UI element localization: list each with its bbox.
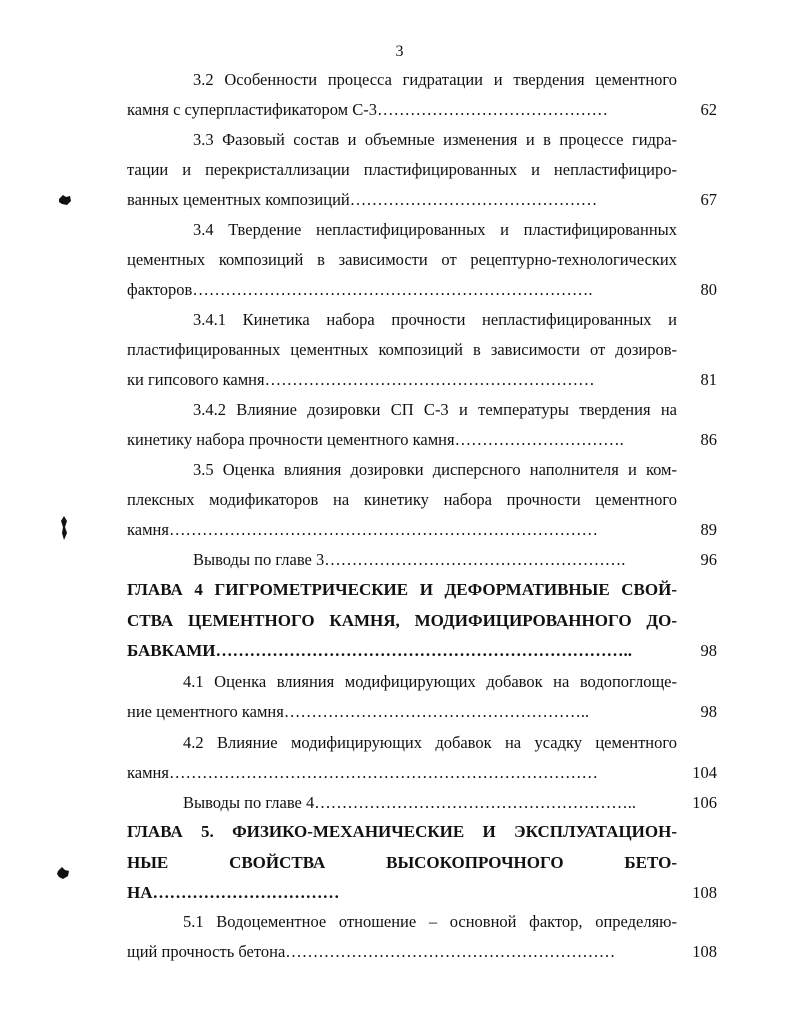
scan-blot-mark: [55, 866, 71, 880]
chapter-heading-line: БАВКАМИ………………………………………………………………..: [127, 641, 633, 660]
toc-line: 3.5 Оценка влияния дозировки дисперсного наполнителя и ком-: [193, 460, 677, 479]
scan-blot-mark: [58, 515, 70, 541]
toc-line: 5.1 Водоцементное отношение – основной фактор, определяю-: [183, 912, 677, 931]
toc-line: 4.1 Оценка влияния модифицирующих добавок на водопоглоще-: [183, 672, 677, 691]
chapter-heading-line: ГЛАВА 5. ФИЗИКО-МЕХАНИЧЕСКИЕ И ЭКСПЛУАТАЦИОН-: [127, 822, 677, 841]
toc-line: щий прочность бетона……………………………………………………: [127, 942, 616, 961]
toc-page-number: 108: [692, 942, 717, 961]
toc-line: 3.4.1 Кинетика набора прочности непластифицированных и: [193, 310, 677, 329]
toc-line: камня……………………………………………………………………: [127, 763, 598, 782]
toc-line: 4.2 Влияние модифицирующих добавок на усадку цементного: [183, 733, 677, 752]
toc-page-number: 106: [692, 793, 717, 812]
toc-page-number: 108: [692, 883, 717, 902]
toc-line: факторов……………………………………………………………….: [127, 280, 593, 299]
toc-line: 3.3 Фазовый состав и объемные изменения и в процессе гидра-: [193, 130, 677, 149]
toc-line: тации и перекристаллизации пластифицированных и непластифициро-: [127, 160, 677, 179]
page-number: 3: [395, 43, 404, 60]
toc-line: ки гипсового камня……………………………………………………: [127, 370, 595, 389]
toc-page-number: 98: [700, 702, 717, 721]
toc-line: 3.2 Особенности процесса гидратации и твердения цементного: [193, 70, 677, 89]
chapter-heading-line: НА……………………………: [127, 883, 340, 902]
toc-page-number: 67: [700, 190, 717, 209]
chapter-heading-line: СТВА ЦЕМЕНТНОГО КАМНЯ, МОДИФИЦИРОВАННОГО ДО-: [127, 611, 677, 630]
toc-line: камня……………………………………………………………………: [127, 520, 598, 539]
toc-line: камня с суперпластификатором С-3……………………………………: [127, 100, 608, 119]
toc-page-number: 81: [700, 370, 717, 389]
toc-line: плексных модификаторов на кинетику набора прочности цементного: [127, 490, 677, 509]
toc-line: пластифицированных цементных композиций в зависимости от дозиров-: [127, 340, 677, 359]
toc-page-number: 86: [700, 430, 717, 449]
toc-line: Выводы по главе 4…………………………………………………..: [183, 793, 636, 812]
toc-line: Выводы по главе 3……………………………………………….: [193, 550, 626, 569]
toc-line: ванных цементных композиций………………………………………: [127, 190, 598, 209]
toc-page-number: 89: [700, 520, 717, 539]
toc-page-number: 62: [700, 100, 717, 119]
chapter-heading-line: ГЛАВА 4 ГИГРОМЕТРИЧЕСКИЕ И ДЕФОРМАТИВНЫЕ СВОЙ-: [127, 580, 677, 599]
toc-page-number: 104: [692, 763, 717, 782]
chapter-heading-line: НЫЕ СВОЙСТВА ВЫСОКОПРОЧНОГО БЕТО-: [127, 853, 677, 872]
toc-line: кинетику набора прочности цементного камня………………………….: [127, 430, 624, 449]
toc-page-number: 80: [700, 280, 717, 299]
toc-page-number: 98: [700, 641, 717, 660]
toc-line: цементных композиций в зависимости от рецептурно-технологических: [127, 250, 677, 269]
scan-blot-mark: [57, 193, 73, 207]
toc-line: 3.4.2 Влияние дозировки СП С-3 и температуры твердения на: [193, 400, 677, 419]
toc-line: 3.4 Твердение непластифицированных и пластифицированных: [193, 220, 677, 239]
toc-line: ние цементного камня………………………………………………..: [127, 702, 590, 721]
toc-page-number: 96: [700, 550, 717, 569]
